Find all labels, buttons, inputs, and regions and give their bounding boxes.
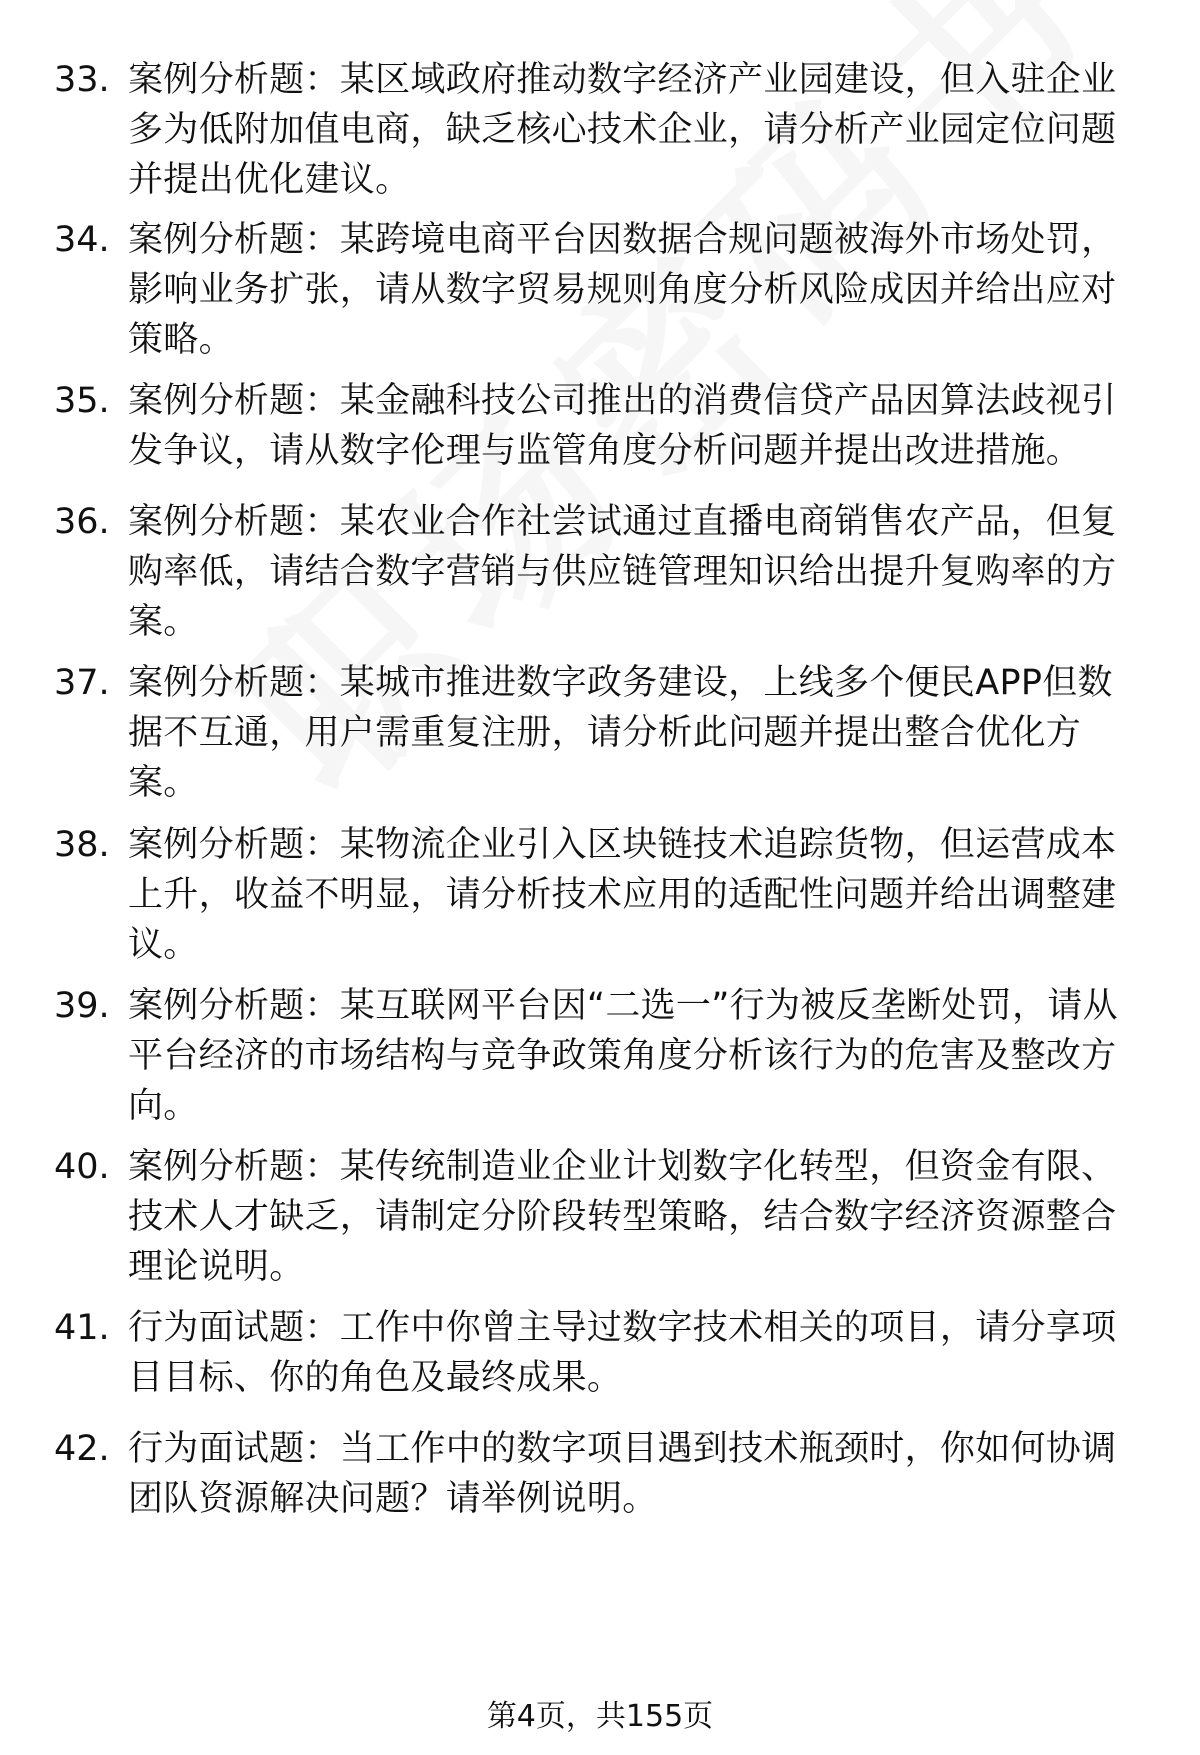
question-text: 案例分析题：某城市推进数字政务建设，上线多个便民APP但数据不互通，用户需重复注册，请分析此问题并提出整合优化方案。 (128, 663, 1113, 803)
question-number: 39. (54, 986, 110, 1026)
question-number: 38. (54, 825, 110, 865)
question-number: 34. (54, 220, 110, 260)
question-text: 案例分析题：某农业合作社尝试通过直播电商销售农产品，但复购率低，请结合数字营销与供应链管理知识给出提升复购率的方案。 (128, 502, 1117, 642)
page-footer: 第4页，共155页 (486, 1699, 714, 1734)
question-text: 案例分析题：某跨境电商平台因数据合规问题被海外市场处罚，影响业务扩张，请从数字贸易规则角度分析风险成因并给出应对策略。 (128, 220, 1117, 360)
question-text: 案例分析题：某互联网平台因“二选一”行为被反垄断处罚，请从平台经济的市场结构与竞争政策角度分析该行为的危害及整改方向。 (128, 986, 1118, 1126)
question-number: 37. (54, 663, 110, 703)
question-text: 行为面试题：工作中你曾主导过数字技术相关的项目，请分享项目目标、你的角色及最终成果。 (128, 1308, 1117, 1398)
question-text: 行为面试题：当工作中的数字项目遇到技术瓶颈时，你如何协调团队资源解决问题？请举例说明。 (128, 1429, 1117, 1519)
question-text: 案例分析题：某金融科技公司推出的消费信贷产品因算法歧视引发争议，请从数字伦理与监管角度分析问题并提出改进措施。 (128, 381, 1117, 471)
question-number: 42. (54, 1429, 110, 1469)
question-number: 36. (54, 502, 110, 542)
question-text: 案例分析题：某物流企业引入区块链技术追踪货物，但运营成本上升，收益不明显，请分析技术应用的适配性问题并给出调整建议。 (128, 825, 1117, 965)
question-number: 33. (54, 60, 110, 100)
question-number: 41. (54, 1308, 110, 1348)
question-text: 案例分析题：某传统制造业企业计划数字化转型，但资金有限、技术人才缺乏，请制定分阶段转型策略，结合数字经济资源整合理论说明。 (128, 1147, 1117, 1287)
question-number: 40. (54, 1147, 110, 1187)
question-number: 35. (54, 381, 110, 421)
question-text: 案例分析题：某区域政府推动数字经济产业园建设，但入驻企业多为低附加值电商，缺乏核心技术企业，请分析产业园定位问题并提出优化建议。 (128, 60, 1117, 200)
